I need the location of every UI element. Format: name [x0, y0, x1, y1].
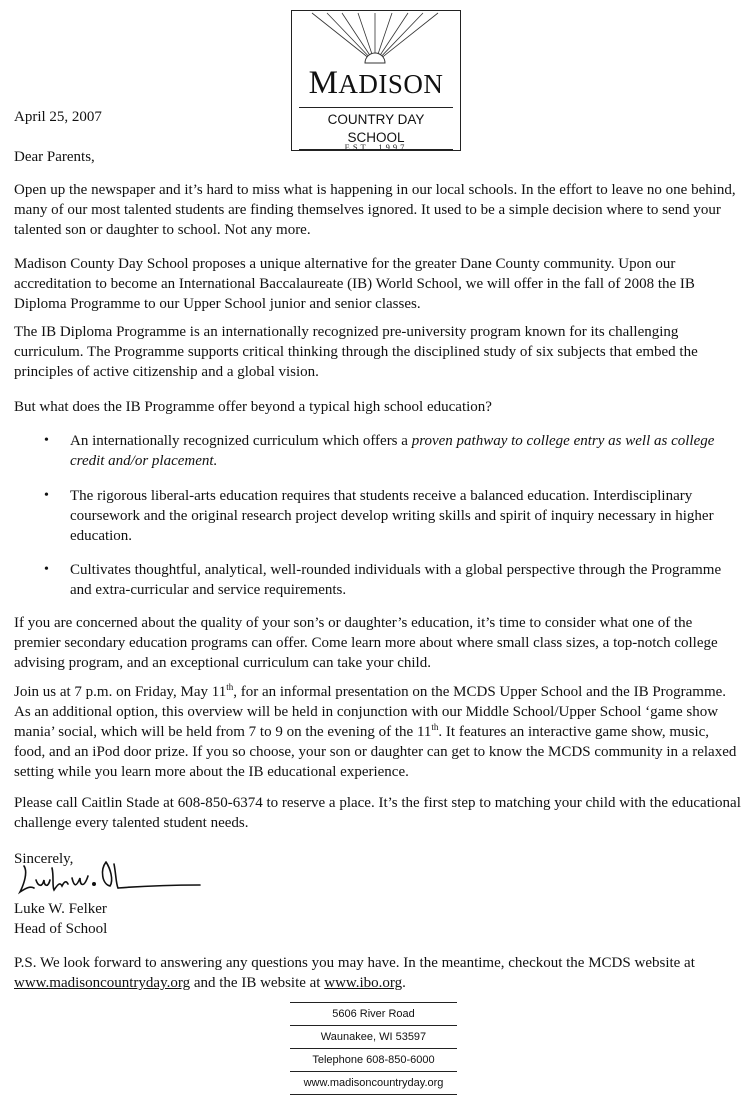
website-link[interactable]: www.madisoncountryday.org — [14, 975, 191, 991]
divider — [290, 1025, 457, 1026]
address-website: www.madisoncountryday.org — [303, 1077, 444, 1089]
ib-website-link[interactable]: www.ibo.org — [324, 975, 403, 991]
divider — [290, 1071, 457, 1072]
paragraph-4: But what does the IB Programme offer beyond a typical high school education? — [14, 399, 492, 415]
valediction: Sincerely, — [14, 851, 74, 867]
logo-school-name: MADISON — [308, 65, 444, 101]
bullet-item-2: The rigorous liberal-arts education requires that students receive a balanced education. Interdisciplinary coursework and the original research project develop writing skills and spirit of inquiry necessary in higher education. — [70, 488, 714, 544]
bullet-icon: • — [44, 433, 49, 448]
divider — [290, 1002, 457, 1003]
paragraph-5: If you are concerned about the quality of your son’s or daughter’s education, it’s time to consider what one of the premier secondary education programs can offer. Come learn more about where small class sizes, a top-notch college advising program, and an exceptional curriculum can take your child. — [14, 615, 718, 671]
bullet-item-3: Cultivates thoughtful, analytical, well-rounded individuals with a global perspective through the Programme and extra-curricular and service requirements. — [70, 562, 722, 598]
signer-name: Luke W. Felker — [14, 901, 107, 917]
logo-established: EST. 1997 — [344, 142, 408, 152]
bullet-icon: • — [44, 488, 49, 503]
paragraph-2: Madison County Day School proposes a unique alternative for the greater Dane County community. Upon our accreditation to become an International Baccalaureate (IB) World School, we will offer in the fall of 2008 the IB Diploma Programme to our Upper School junior and senior classes. — [14, 256, 695, 312]
address-street: 5606 River Road — [332, 1008, 415, 1020]
paragraph-1: Open up the newspaper and it’s hard to miss what is happening in our local schools. In the effort to leave no one behind, many of our most talented students are finding themselves ignored. It used to be a simple decision where to send your talented son or daughter to school. Not any more. — [14, 182, 736, 238]
divider — [290, 1048, 457, 1049]
postscript: P.S. We look forward to answering any questions you may have. In the meantime, checkout the MCDS website at www.madisoncountryday.org and the IB website at www.ibo.org. — [14, 955, 695, 991]
bullet-item-1: An internationally recognized curriculum which offers a proven pathway to college entry as well as college credit and/or placement. — [70, 433, 715, 469]
signer-title: Head of School — [14, 921, 108, 937]
address-phone: Telephone 608-850-6000 — [312, 1054, 435, 1066]
letter-date: April 25, 2007 — [14, 109, 102, 125]
school-logo — [291, 10, 461, 151]
divider — [290, 1094, 457, 1095]
sunburst-icon — [292, 11, 459, 71]
paragraph-6: Join us at 7 p.m. on Friday, May 11th, for an informal presentation on the MCDS Upper School and the IB Programme. As an additional option, this overview will be held in conjunction with our Middle School/Upper School ‘game show mania’ social, which will be held from 7 to 9 on the evening of the 11th. It features an interactive game show, music, food, and an iPod door prize. If you so choose, your son or daughter can get to know the MCDS community in a relaxed setting while you learn more about the IB educational experience. — [14, 682, 737, 780]
signature-image — [14, 858, 204, 900]
paragraph-7: Please call Caitlin Stade at 608-850-6374 to reserve a place. It’s the first step to matching your child with the educational challenge every talented student needs. — [14, 795, 741, 831]
salutation: Dear Parents, — [14, 149, 95, 165]
paragraph-3: The IB Diploma Programme is an internationally recognized pre-university program known for its challenging curriculum. The Programme supports critical thinking through the disciplined study of six subjects that embed the principles of active citizenship and a global vision. — [14, 324, 698, 380]
address-city: Waunakee, WI 53597 — [320, 1031, 427, 1043]
bullet-icon: • — [44, 562, 49, 577]
logo-subtitle: COUNTRY DAY SCHOOL — [299, 107, 453, 150]
